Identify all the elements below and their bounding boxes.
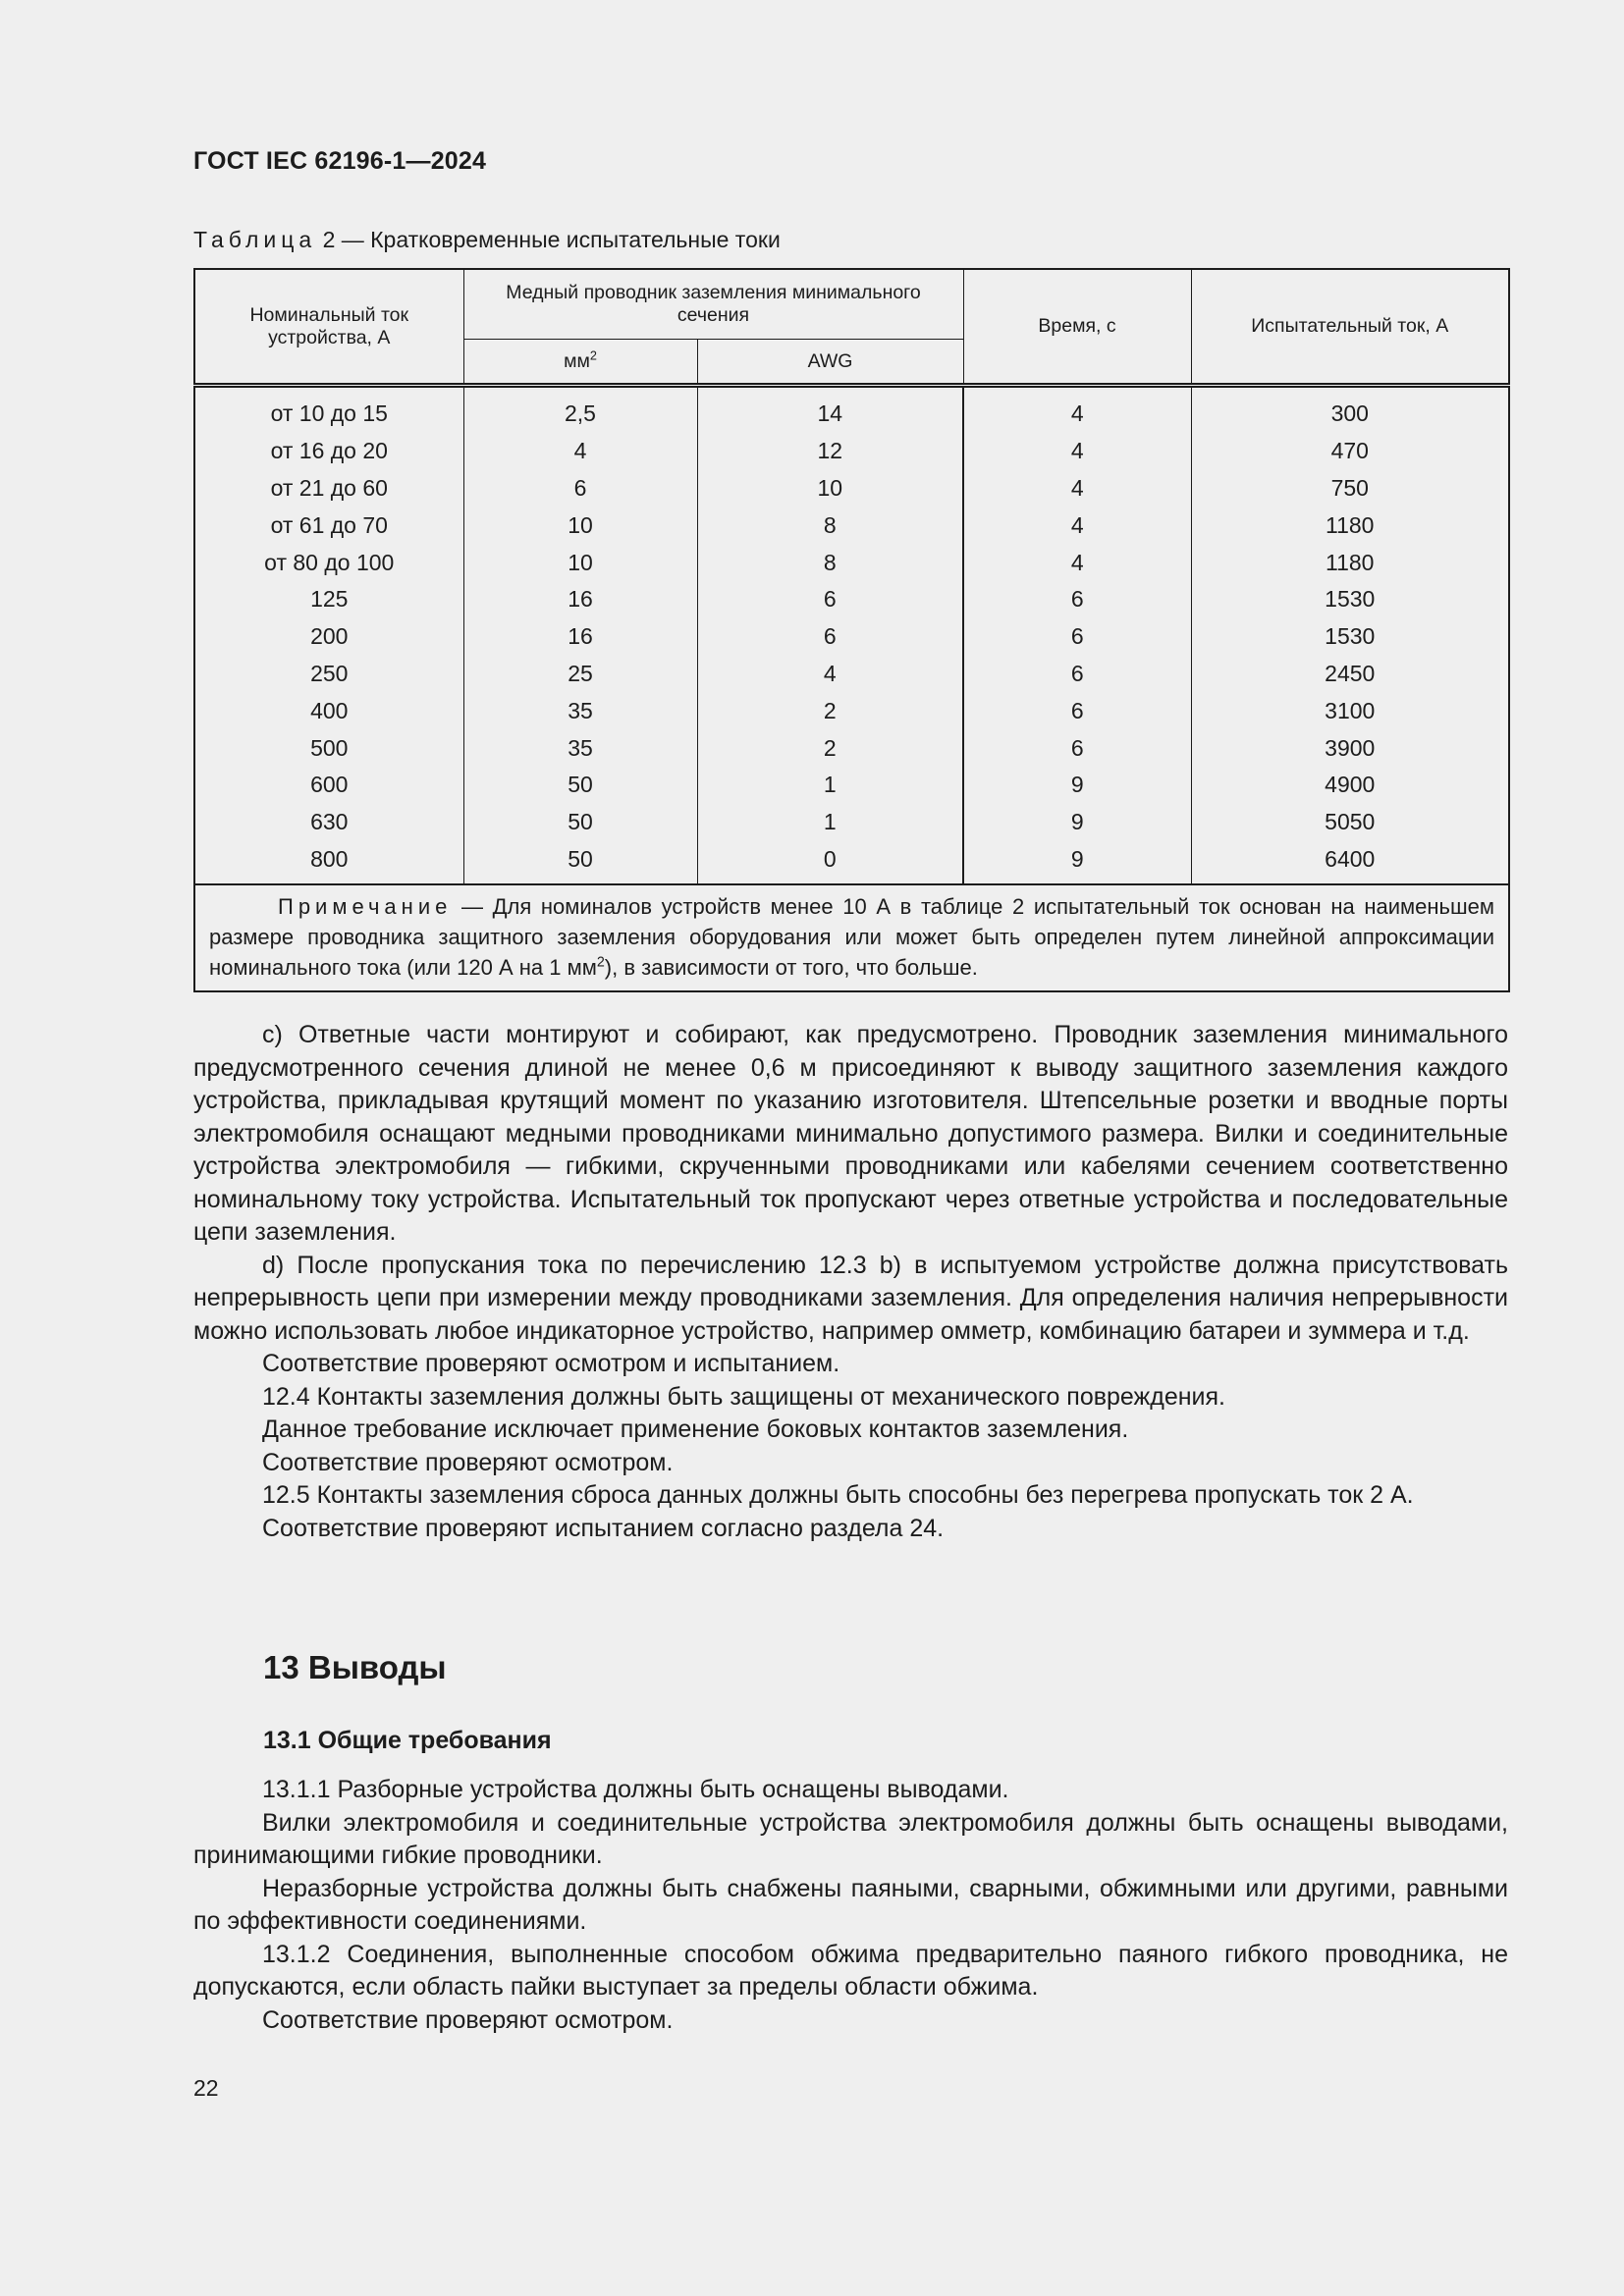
header-rated-current: Номинальный ток устройства, А [194, 269, 463, 386]
table-cell: 470 [1191, 433, 1509, 470]
table-cell: 750 [1191, 470, 1509, 507]
table-cell: 300 [1191, 386, 1509, 433]
header-awg: AWG [697, 340, 963, 386]
table-cell: 1 [697, 804, 963, 841]
table-row [194, 581, 1509, 618]
note-label: Примечание [278, 894, 453, 920]
table-cell: 800 [194, 841, 463, 885]
table-row [194, 386, 1509, 433]
paragraph-c: c) Ответные части монтируют и собирают, как предусмотрено. Проводник заземления минимального предусмотренного сечения длиной не менее 0,6 м присоединяют к выводу защитного заземления каждого устройства, прикладывая крутящий момент по указанию изготовителя. Штепсельные розетки и вводные порты электромобиля оснащают медными проводниками минимально допустимого размера. Вилки и соединительные устройства электромобиля — гибкими, скрученными проводниками или кабелями сечением соответственно номинальному току устройства. Испытательный ток пропускают через ответные устройства и последовательные цепи заземления. [193, 1021, 1508, 1246]
header-time: Время, с [963, 269, 1191, 386]
header-test-current: Испытательный ток, А [1191, 269, 1509, 386]
table-cell: 400 [194, 692, 463, 729]
table-row [194, 544, 1509, 581]
table-cell: 10 [463, 507, 697, 544]
table-cell: 1530 [1191, 581, 1509, 618]
paragraph: Соответствие проверяют осмотром. [262, 2005, 674, 2034]
table-cell: 6 [963, 729, 1191, 767]
header-conductor: Медный проводник заземления минимального сечения [463, 269, 963, 340]
table-row [194, 729, 1509, 767]
table-cell: от 16 до 20 [194, 433, 463, 470]
table-caption-title: 2 — Кратковременные испытательные токи [316, 227, 781, 252]
table-cell: 4 [697, 656, 963, 693]
table-cell: 9 [963, 804, 1191, 841]
table-cell: 2,5 [463, 386, 697, 433]
table-cell: 630 [194, 804, 463, 841]
table-cell: 50 [463, 804, 697, 841]
table-cell: 6400 [1191, 841, 1509, 885]
table-row [194, 656, 1509, 693]
table-cell: от 21 до 60 [194, 470, 463, 507]
section-heading: 13 Выводы [263, 1649, 447, 1685]
table-cell: 50 [463, 767, 697, 804]
table-cell: 2 [697, 692, 963, 729]
subsection-heading: 13.1 Общие требования [263, 1727, 552, 1754]
table-row [194, 433, 1509, 470]
table-note: Примечание — Для номиналов устройств менее 10 А в таблице 2 испытательный ток основан на наименьшем размере проводника защитного заземления оборудования или может быть определен путем линейной аппроксимации номинального тока (или 120 А на 1 $мм^2$), в зависимости от того, что больше. [194, 884, 1509, 991]
table-cell: 6 [963, 581, 1191, 618]
table-cell: 1530 [1191, 618, 1509, 656]
table-caption-label: Таблица [193, 227, 317, 252]
paragraph: 13.1.2 Соединения, выполненные способом обжима предварительно паяного гибкого проводника, не допускаются, если область пайки выступает за пределы области обжима. [193, 1940, 1508, 2001]
table-cell: 35 [463, 692, 697, 729]
table-row [194, 692, 1509, 729]
paragraph-d: d) После пропускания тока по перечислению 12.3 b) в испытуемом устройстве должна присутствовать непрерывность цепи при измерении между проводниками заземления. Для определения наличия непрерывности можно использовать любое индикаторное устройство, например омметр, комбинацию батареи и зуммера и т.д. [193, 1251, 1508, 1345]
table-cell: 4 [963, 386, 1191, 433]
table-cell: 1180 [1191, 507, 1509, 544]
paragraph: Соответствие проверяют осмотром. [262, 1448, 674, 1476]
paragraph: 13.1.1 Разборные устройства должны быть оснащены выводами. [262, 1776, 1009, 1803]
table-cell: 5050 [1191, 804, 1509, 841]
table-cell: 14 [697, 386, 963, 433]
table-cell: 9 [963, 841, 1191, 885]
page-number: 22 [193, 2075, 219, 2101]
table-row [194, 841, 1509, 885]
paragraph: Соответствие проверяют испытанием согласно раздела 24. [262, 1514, 945, 1542]
table-cell: 6 [697, 618, 963, 656]
paragraph: Вилки электромобиля и соединительные устройства электромобиля должны быть оснащены выводами, принимающими гибкие проводники. [193, 1808, 1508, 1869]
table-cell: 16 [463, 581, 697, 618]
table-cell: 4 [963, 433, 1191, 470]
table-cell: от 80 до 100 [194, 544, 463, 581]
table-cell: 10 [463, 544, 697, 581]
table-cell: 10 [697, 470, 963, 507]
table-cell: 4 [963, 544, 1191, 581]
table-cell: 8 [697, 544, 963, 581]
table-cell: 16 [463, 618, 697, 656]
table-cell: 125 [194, 581, 463, 618]
table-cell: 2450 [1191, 656, 1509, 693]
table-cell: 1180 [1191, 544, 1509, 581]
paragraph: 12.4 Контакты заземления должны быть защищены от механического повреждения. [262, 1382, 1226, 1411]
table-cell: 250 [194, 656, 463, 693]
table-cell: 2 [697, 729, 963, 767]
table-cell: 4 [463, 433, 697, 470]
paragraph: Соответствие проверяют осмотром и испытанием. [262, 1350, 840, 1377]
section-body-text [193, 1774, 1508, 2037]
table-cell: 50 [463, 841, 697, 885]
table-cell: 25 [463, 656, 697, 693]
table-cell: 1 [697, 767, 963, 804]
header-mm2: $мм^2$ [463, 340, 697, 386]
table-cell: 600 [194, 767, 463, 804]
paragraph: Данное требование исключает применение боковых контактов заземления. [262, 1415, 1129, 1443]
table-cell: 500 [194, 729, 463, 767]
table-cell: 9 [963, 767, 1191, 804]
paragraph: 12.5 Контакты заземления сброса данных должны быть способны без перегрева пропускать ток 2 А. [262, 1481, 1414, 1509]
table-cell: 3100 [1191, 692, 1509, 729]
table-caption [193, 227, 781, 253]
table-cell: от 61 до 70 [194, 507, 463, 544]
body-text [193, 1019, 1508, 1545]
table-row [194, 767, 1509, 804]
table-cell: 4 [963, 507, 1191, 544]
table-cell: 4900 [1191, 767, 1509, 804]
table-body [194, 386, 1509, 885]
paragraph: Неразборные устройства должны быть снабжены паяными, сварными, обжимными или другими, равными по эффективности соединениями. [193, 1874, 1508, 1935]
document-header: ГОСТ IEC 62196-1—2024 [193, 147, 487, 175]
table-row [194, 470, 1509, 507]
table-cell: 3900 [1191, 729, 1509, 767]
table-row [194, 804, 1509, 841]
table-cell: 6 [463, 470, 697, 507]
table-row [194, 618, 1509, 656]
table-cell: 0 [697, 841, 963, 885]
test-currents-table [193, 268, 1510, 992]
table-cell: от 10 до 15 [194, 386, 463, 433]
table-cell: 200 [194, 618, 463, 656]
table-cell: 6 [963, 692, 1191, 729]
table-row [194, 507, 1509, 544]
table-cell: 6 [963, 618, 1191, 656]
table-cell: 4 [963, 470, 1191, 507]
table-cell: 35 [463, 729, 697, 767]
table-cell: 12 [697, 433, 963, 470]
table-cell: 8 [697, 507, 963, 544]
table-cell: 6 [963, 656, 1191, 693]
table-cell: 6 [697, 581, 963, 618]
